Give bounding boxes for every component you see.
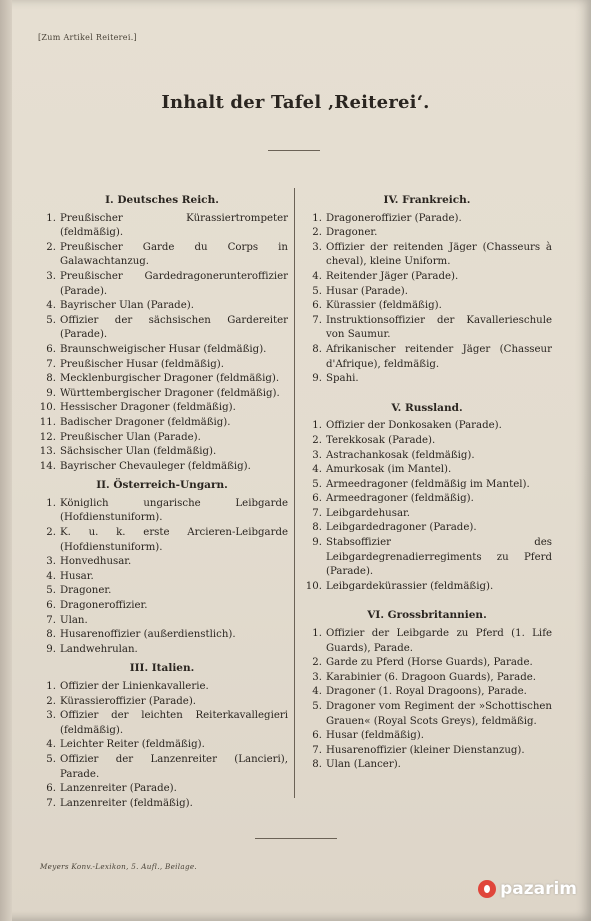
item-number: 8. xyxy=(312,759,322,771)
item-number: 1. xyxy=(312,628,322,640)
item-number: 6. xyxy=(46,343,56,355)
list-item xyxy=(36,372,288,387)
list-item xyxy=(36,695,288,710)
item-text: Dragoner. xyxy=(326,227,378,239)
item-text: Dragoner vom Regiment der »Schottischen Grauen« (Royal Scots Greys), feldmäßig. xyxy=(326,701,552,727)
item-number: 2. xyxy=(312,434,322,446)
list-item xyxy=(36,782,288,797)
item-number: 9. xyxy=(46,387,56,399)
page-title: Inhalt der Tafel ‚Reiterei‘. xyxy=(161,92,430,113)
item-number: 7. xyxy=(46,797,56,809)
item-number: 3. xyxy=(46,556,56,568)
item-text: Ulan. xyxy=(60,614,88,626)
item-number: 3. xyxy=(312,671,322,683)
item-text: Offizier der leichten Reiterkavallegieri (feldmäßig). xyxy=(60,710,288,736)
list-item xyxy=(36,753,288,782)
section-deutsches-reich xyxy=(36,193,288,474)
item-number: 3. xyxy=(312,449,322,461)
item-number: 9. xyxy=(312,373,322,385)
item-number: 4. xyxy=(312,686,322,698)
list-item xyxy=(302,419,552,434)
item-text: Honvedhusar. xyxy=(60,556,132,568)
item-text: Offizier der Linienkavallerie. xyxy=(60,681,209,692)
list-item xyxy=(36,709,288,738)
item-number: 7. xyxy=(312,507,322,519)
item-text: Terekkosak (Parade). xyxy=(326,434,436,446)
item-list xyxy=(302,212,552,387)
item-text: Dragoneroffizier (Parade). xyxy=(326,212,462,224)
left-column xyxy=(36,193,288,811)
item-list xyxy=(302,627,552,773)
item-text: Reitender Jäger (Parade). xyxy=(326,270,459,282)
list-item xyxy=(302,656,552,671)
item-text: Husarenoffizier (kleiner Dienstanzug). xyxy=(326,744,525,756)
item-number: 4. xyxy=(46,739,56,751)
item-number: 7. xyxy=(46,614,56,626)
item-text: Offizier der Donkosaken (Parade). xyxy=(326,420,502,432)
section-frankreich xyxy=(302,193,552,387)
item-text: Amurkosak (im Mantel). xyxy=(326,464,452,476)
item-number: 8. xyxy=(312,343,322,355)
list-item xyxy=(36,314,288,343)
header-note: [Zum Artikel Reiterei.] xyxy=(38,33,137,42)
item-text: Preußischer Gardedragonerunteroffizier (Parade). xyxy=(60,270,288,297)
section-russland xyxy=(302,401,552,595)
item-text: Badischer Dragoner (feldmäßig). xyxy=(60,416,231,428)
item-list xyxy=(36,212,288,475)
list-item xyxy=(302,270,552,285)
list-item xyxy=(302,492,552,507)
item-number: 6. xyxy=(312,300,322,312)
item-number: 4. xyxy=(312,270,322,282)
item-text: Lanzenreiter (feldmäßig). xyxy=(60,797,193,809)
list-item xyxy=(36,614,288,629)
item-list xyxy=(36,680,288,811)
item-text: Armeedragoner (feldmäßig). xyxy=(326,493,474,505)
list-item xyxy=(302,314,552,343)
list-item xyxy=(36,241,288,270)
item-text: Offizier der reitenden Jäger (Chasseurs à cheval), kleine Uniform. xyxy=(326,241,552,268)
section-heading: VI. Grossbritannien. xyxy=(367,609,487,622)
section-heading: IV. Frankreich. xyxy=(383,194,471,206)
item-number: 1. xyxy=(46,497,56,509)
item-text: Preußischer Ulan (Parade). xyxy=(60,431,201,443)
list-item xyxy=(302,627,552,656)
item-number: 5. xyxy=(312,478,322,490)
list-item xyxy=(302,700,552,729)
list-item xyxy=(302,212,552,227)
item-number: 3. xyxy=(312,241,322,253)
item-number: 9. xyxy=(46,643,56,655)
item-number: 2. xyxy=(46,695,56,707)
item-text: Karabinier (6. Dragoon Guards), Parade. xyxy=(326,671,537,683)
list-item xyxy=(36,299,288,314)
item-text: Dragoneroffizier. xyxy=(60,600,148,612)
item-number: 12. xyxy=(39,431,56,443)
item-text: Sächsischer Ulan (feldmäßig). xyxy=(60,446,217,458)
item-number: 1. xyxy=(312,212,322,224)
list-item xyxy=(302,434,552,449)
item-number: 5. xyxy=(312,285,322,297)
list-item xyxy=(302,478,552,493)
list-item xyxy=(302,226,552,241)
item-text: Garde zu Pferd (Horse Guards), Parade. xyxy=(326,657,533,669)
item-number: 11. xyxy=(39,416,56,428)
section-oesterreich-ungarn xyxy=(36,478,288,657)
list-item xyxy=(302,536,552,580)
item-number: 8. xyxy=(312,522,322,534)
item-number: 2. xyxy=(312,657,322,669)
footer-note: Meyers Konv.-Lexikon, 5. Aufl., Beilage. xyxy=(40,862,197,871)
list-item xyxy=(302,299,552,314)
item-text: Spahi. xyxy=(326,373,359,385)
list-item xyxy=(36,416,288,431)
item-text: Lanzenreiter (Parade). xyxy=(60,783,177,795)
item-number: 5. xyxy=(46,314,56,326)
list-item xyxy=(36,343,288,358)
item-number: 7. xyxy=(312,314,322,326)
item-list xyxy=(302,419,552,594)
item-number: 7. xyxy=(46,358,56,370)
item-text: Offizier der sächsischen Gardereiter (Parade). xyxy=(60,314,288,341)
item-text: Landwehrulan. xyxy=(60,643,138,655)
item-text: Bayrischer Ulan (Parade). xyxy=(60,300,194,312)
item-number: 1. xyxy=(46,681,56,692)
item-text: Braunschweigischer Husar (feldmäßig). xyxy=(60,343,267,355)
list-item xyxy=(36,431,288,446)
list-item xyxy=(36,680,288,695)
item-number: 6. xyxy=(312,493,322,505)
item-text: K. u. k. erste Arcieren-Leibgarde (Hofdienstuniform). xyxy=(60,527,288,553)
item-text: Dragoner. xyxy=(60,585,112,597)
list-item xyxy=(302,449,552,464)
item-text: Preußischer Garde du Corps in Galawachtanzug. xyxy=(60,241,288,268)
item-number: 3. xyxy=(46,710,56,722)
item-number: 14. xyxy=(39,460,56,472)
list-item xyxy=(36,358,288,373)
list-item xyxy=(36,212,288,241)
section-heading: I. Deutsches Reich. xyxy=(105,194,219,206)
item-text: Husar (Parade). xyxy=(326,285,409,297)
list-item xyxy=(36,270,288,299)
item-list xyxy=(36,497,288,658)
item-number: 7. xyxy=(312,744,322,756)
item-text: Ulan (Lancer). xyxy=(326,759,401,771)
item-number: 2. xyxy=(46,241,56,253)
list-item xyxy=(302,463,552,478)
item-text: Leibgardedragoner (Parade). xyxy=(326,522,477,534)
item-text: Preußischer Husar (feldmäßig). xyxy=(60,358,224,370)
item-number: 10. xyxy=(305,580,322,592)
item-number: 1. xyxy=(46,212,56,224)
item-text: Bayrischer Chevauleger (feldmäßig). xyxy=(60,460,251,472)
list-item xyxy=(36,797,288,812)
item-text: Dragoner (1. Royal Dragoons), Parade. xyxy=(326,686,527,698)
list-item xyxy=(36,628,288,643)
section-heading: II. Österreich-Ungarn. xyxy=(96,479,228,492)
list-item xyxy=(36,570,288,585)
column-divider xyxy=(294,188,295,798)
list-item xyxy=(36,584,288,599)
item-number: 8. xyxy=(46,373,56,385)
pin-icon xyxy=(478,880,496,898)
page-edge xyxy=(0,0,12,921)
item-number: 4. xyxy=(312,464,322,476)
item-number: 2. xyxy=(46,527,56,539)
item-text: Afrikanischer reitender Jäger (Chasseur d'Afrique), feldmäßig. xyxy=(326,343,552,370)
watermark xyxy=(478,879,577,899)
list-item xyxy=(302,580,552,595)
item-number: 6. xyxy=(312,730,322,742)
item-text: Königlich ungarische Leibgarde (Hofdienstuniform). xyxy=(60,497,288,524)
item-number: 13. xyxy=(39,446,56,458)
item-text: Offizier der Lanzenreiter (Lancieri), Parade. xyxy=(60,753,288,780)
item-number: 6. xyxy=(46,600,56,612)
item-text: Hessischer Dragoner (feldmäßig). xyxy=(60,402,236,414)
item-number: 8. xyxy=(46,629,56,641)
section-grossbritannien xyxy=(302,608,552,773)
section-heading: V. Russland. xyxy=(391,401,463,414)
item-text: Kürassier (feldmäßig). xyxy=(326,300,442,312)
list-item xyxy=(302,507,552,522)
item-number: 5. xyxy=(46,585,56,597)
list-item xyxy=(302,372,552,387)
item-text: Württembergischer Dragoner (feldmäßig). xyxy=(60,387,280,399)
list-item xyxy=(302,241,552,270)
item-text: Husar (feldmäßig). xyxy=(326,730,424,742)
title-rule xyxy=(268,150,320,151)
item-text: Husarenoffizier (außerdienstlich). xyxy=(60,629,236,641)
list-item xyxy=(36,643,288,658)
item-number: 10. xyxy=(39,402,56,414)
section-heading: III. Italien. xyxy=(129,662,195,675)
list-item xyxy=(36,738,288,753)
item-text: Instruktionsoffizier der Kavallerieschule von Saumur. xyxy=(326,314,552,341)
list-item xyxy=(302,685,552,700)
list-item xyxy=(302,521,552,536)
list-item xyxy=(302,285,552,300)
list-item xyxy=(36,526,288,555)
item-number: 1. xyxy=(312,420,322,432)
item-text: Armeedragoner (feldmäßig im Mantel). xyxy=(326,478,530,490)
list-item xyxy=(36,401,288,416)
list-item xyxy=(302,343,552,372)
item-text: Offizier der Leibgarde zu Pferd (1. Life Guards), Parade. xyxy=(326,628,552,654)
right-column xyxy=(302,193,552,773)
item-number: 2. xyxy=(312,227,322,239)
item-number: 5. xyxy=(46,753,56,765)
item-text: Preußischer Kürassiertrompeter (feldmäßig). xyxy=(60,212,288,239)
list-item xyxy=(36,387,288,402)
item-text: Leibgardekürassier (feldmäßig). xyxy=(326,580,494,592)
item-number: 5. xyxy=(312,701,322,712)
item-text: Astrachankosak (feldmäßig). xyxy=(326,449,475,461)
item-text: Mecklenburgischer Dragoner (feldmäßig). xyxy=(60,373,280,385)
list-item xyxy=(36,460,288,475)
item-text: Stabsoffizier des Leibgardegrenadierregiments zu Pferd (Parade). xyxy=(326,537,552,578)
item-number: 9. xyxy=(312,537,322,549)
item-text: Leichter Reiter (feldmäßig). xyxy=(60,739,205,751)
list-item xyxy=(302,729,552,744)
item-number: 3. xyxy=(46,270,56,282)
item-text: Leibgardehusar. xyxy=(326,507,411,519)
list-item xyxy=(302,744,552,759)
list-item xyxy=(36,445,288,460)
list-item xyxy=(302,758,552,773)
item-number: 4. xyxy=(46,300,56,312)
footer-rule xyxy=(255,838,337,839)
section-italien xyxy=(36,661,288,811)
list-item xyxy=(36,497,288,526)
item-text: Husar. xyxy=(60,570,94,582)
list-item xyxy=(36,555,288,570)
item-number: 6. xyxy=(46,783,56,795)
item-number: 4. xyxy=(46,570,56,582)
item-text: Kürassieroffizier (Parade). xyxy=(60,695,197,707)
list-item xyxy=(302,671,552,686)
list-item xyxy=(36,599,288,614)
watermark-text: pazarim xyxy=(500,879,577,899)
